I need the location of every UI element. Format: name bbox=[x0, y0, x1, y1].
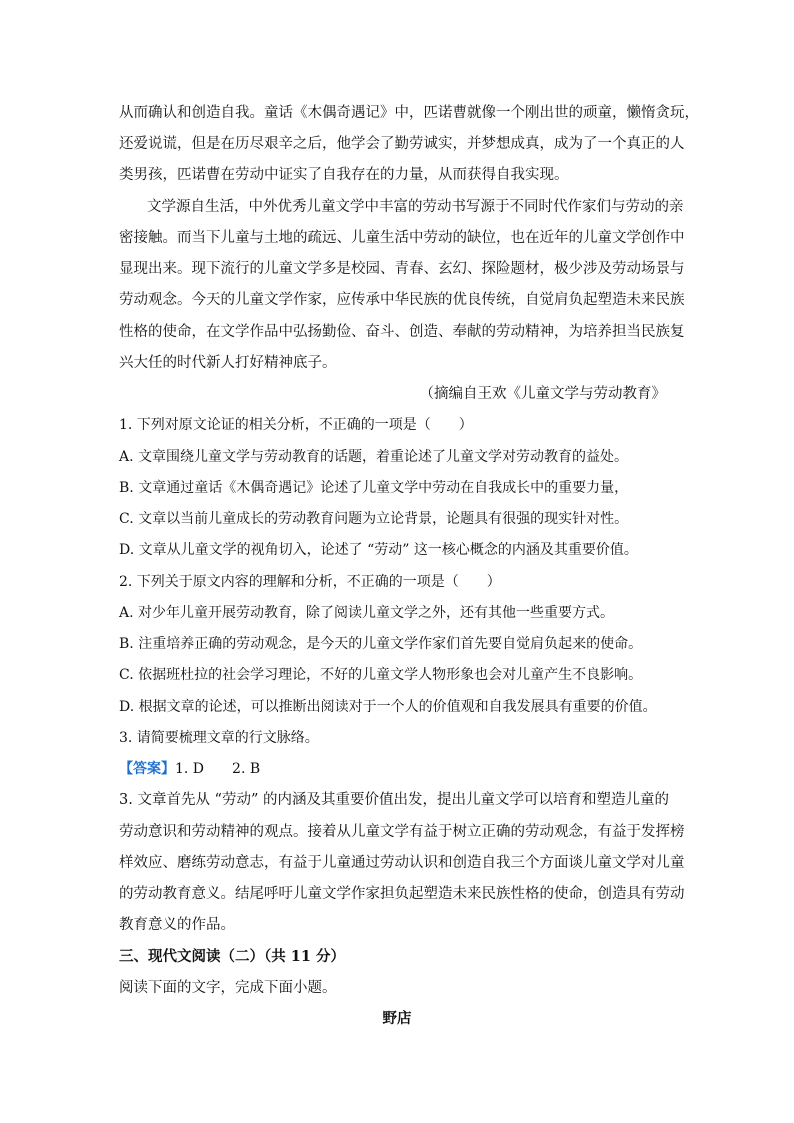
source-citation: （摘编自王欢《儿童文学与劳动教育》 bbox=[419, 386, 666, 402]
answer-line: 劳动意识和劳动精神的观点。接着从儿童文学有益于树立正确的劳动观念，有益于发挥榜 bbox=[119, 824, 685, 840]
passage-title: 野店 bbox=[382, 1010, 412, 1027]
question-2-option-d: D. 根据文章的论述，可以推断出阅读对于一个人的价值观和自我发展具有重要的价值。 bbox=[119, 699, 657, 715]
answer-line: 的劳动教育意义。结尾呼吁儿童文学作家担负起塑造未来民族性格的使命，创造具有劳动 bbox=[119, 886, 685, 902]
question-3-stem: 3. 请简要梳理文章的行文脉络。 bbox=[119, 730, 319, 746]
answer-row bbox=[119, 759, 679, 779]
question-2-option-a: A. 对少年儿童开展劳动教育，除了阅读儿童文学之外，还有其他一些重要方式。 bbox=[119, 605, 615, 621]
paragraph-line: 文学源自生活，中外优秀儿童文学中丰富的劳动书写源于不同时代作家们与劳动的亲 bbox=[147, 199, 684, 215]
question-1-stem: 1. 下列对原文论证的相关分析，不正确的一项是（ ） bbox=[119, 417, 473, 433]
paragraph-line: 性格的使命，在文学作品中弘扬勤俭、奋斗、创造、奉献的劳动精神，为培养担当民族复 bbox=[119, 324, 685, 340]
answer-line: 教育意义的作品。 bbox=[119, 917, 235, 933]
answer-line: 样效应、磨练劳动意志，有益于儿童通过劳动认识和创造自我三个方面谈儿童文学对儿童 bbox=[119, 855, 685, 871]
answer-tag: 【答案】 bbox=[119, 761, 175, 777]
answer-line: 3. 文章首先从 “劳动” 的内涵及其重要价值出发，提出儿童文学可以培育和塑造儿童的 bbox=[119, 792, 669, 808]
paragraph-line: 显现出来。现下流行的儿童文学多是校园、青春、玄幻、探险题材，极少涉及劳动场景与 bbox=[119, 261, 685, 277]
question-1-option-c: C. 文章以当前儿童成长的劳动教育问题为立论背景，论题具有很强的现实针对性。 bbox=[119, 511, 629, 527]
answer-mc: 1. D 2. B bbox=[175, 761, 261, 777]
question-1-option-a: A. 文章围绕儿童文学与劳动教育的话题，着重论述了儿童文学对劳动教育的益处。 bbox=[119, 449, 629, 465]
question-1-option-d: D. 文章从儿童文学的视角切入，论述了 “劳动” 这一核心概念的内涵及其重要价值。 bbox=[119, 542, 638, 558]
question-2-option-c: C. 依据班杜拉的社会学习理论，不好的儿童文学人物形象也会对儿童产生不良影响。 bbox=[119, 667, 643, 683]
paragraph-line: 劳动观念。今天的儿童文学作家，应传承中华民族的优良传统，自觉肩负起塑造未来民族 bbox=[119, 292, 685, 308]
question-2-stem: 2. 下列关于原文内容的理解和分析，不正确的一项是（ ） bbox=[119, 574, 501, 590]
paragraph-line: 还爱说谎，但是在历尽艰辛之后，他学会了勤劳诚实，并梦想成真，成为了一个真正的人 bbox=[119, 136, 685, 152]
paragraph-line: 兴大任的时代新人打好精神底子。 bbox=[119, 355, 337, 371]
paragraph-line: 类男孩，匹诺曹在劳动中证实了自我存在的力量，从而获得自我实现。 bbox=[119, 167, 569, 183]
question-1-option-b: B. 文章通过童话《木偶奇遇记》论述了儿童文学中劳动在自我成长中的重要力量， bbox=[119, 480, 629, 496]
section-instruction: 阅读下面的文字，完成下面小题。 bbox=[119, 980, 337, 996]
question-2-option-b: B. 注重培养正确的劳动观念，是今天的儿童文学作家们首先要自觉肩负起来的使命。 bbox=[119, 636, 643, 652]
paragraph-line: 密接触。而当下儿童与土地的疏远、儿童生活中劳动的缺位，也在近年的儿童文学创作中 bbox=[119, 230, 685, 246]
section-heading: 三、现代文阅读（二）（共 11 分） bbox=[119, 948, 346, 965]
paragraph-line: 从而确认和创造自我。童话《木偶奇遇记》中，匹诺曹就像一个刚出世的顽童，懒惰贪玩， bbox=[119, 105, 699, 121]
